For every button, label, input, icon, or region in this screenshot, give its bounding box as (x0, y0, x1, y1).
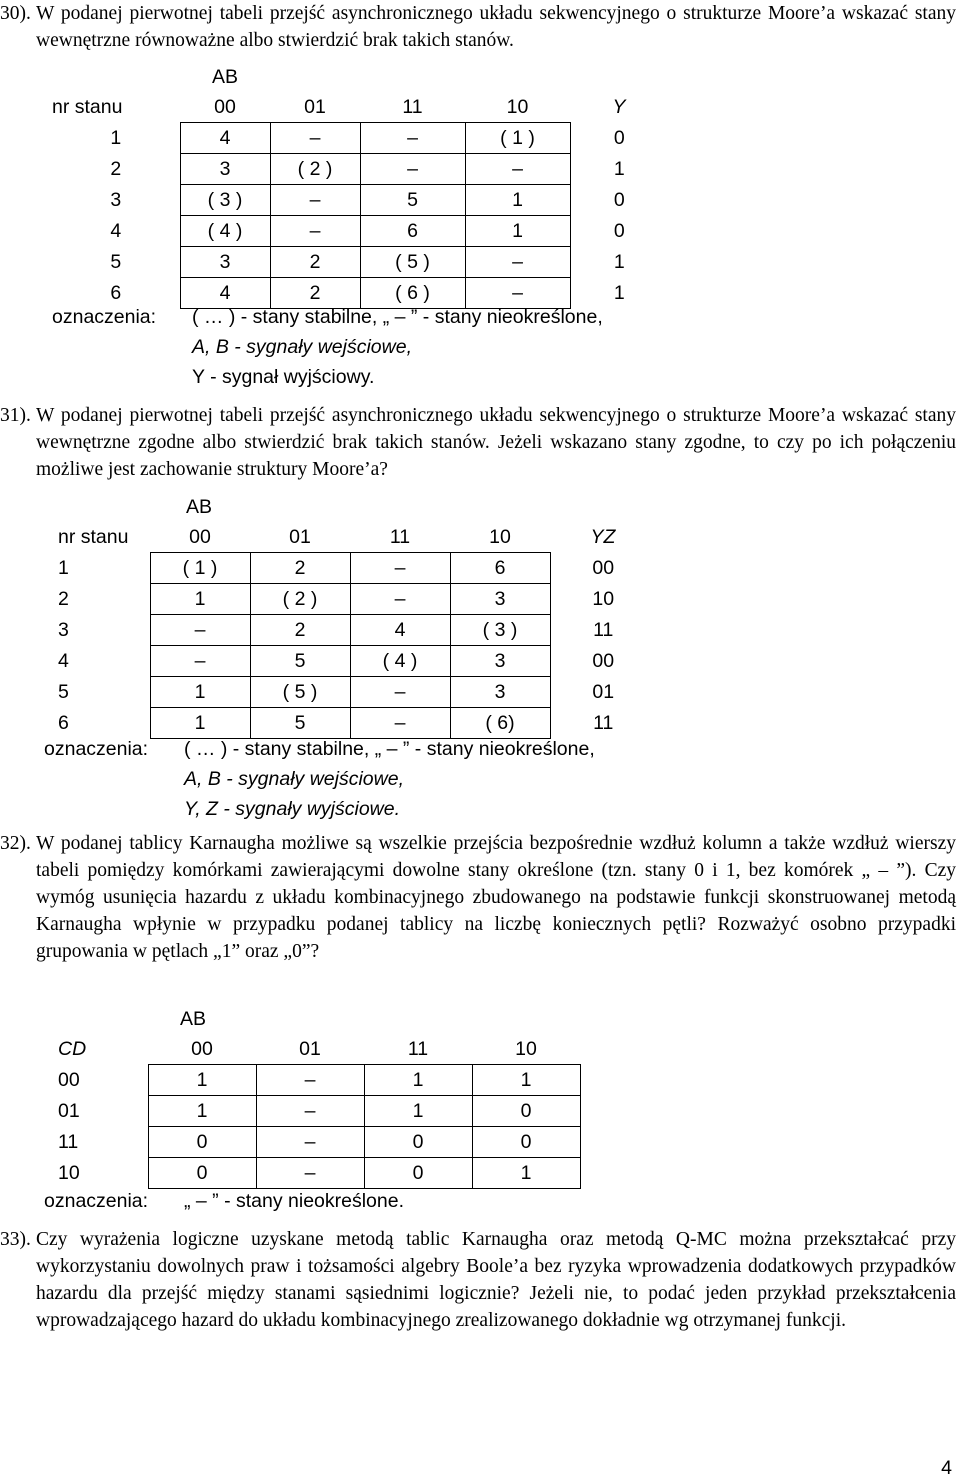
output-cell: 0 (613, 220, 625, 242)
table-cell: ( 2 ) (250, 584, 350, 615)
output-cell: 00 (592, 557, 615, 579)
table-cell: 2 (270, 247, 360, 278)
problem-32-text (0, 830, 960, 965)
legend-line: Y - sygnał wyjściowy. (192, 366, 375, 388)
table-cell: ( 5 ) (360, 247, 465, 278)
table-cell: – (465, 154, 570, 185)
table-row (58, 1127, 580, 1158)
header-col: 01 (299, 1038, 321, 1060)
table-cell: 1 (364, 1096, 472, 1127)
table-cell: – (256, 1158, 364, 1189)
table-cell: – (256, 1096, 364, 1127)
row-label: 11 (58, 1131, 79, 1153)
header-state: nr stanu (52, 96, 123, 119)
header-col: 10 (506, 96, 529, 118)
table-row (52, 123, 668, 154)
table-cell: 2 (250, 553, 350, 584)
table-cell: 5 (250, 708, 350, 739)
table-cell: 1 (150, 708, 250, 739)
problem-33-text (0, 1226, 960, 1334)
table-cell: 0 (364, 1158, 472, 1189)
legend-label: oznaczenia: (44, 1190, 149, 1212)
table-cell: 1 (472, 1065, 580, 1096)
problem-32 (0, 830, 960, 965)
state-table-30 (52, 62, 668, 309)
table-cell: – (150, 646, 250, 677)
table-cell: 0 (364, 1127, 472, 1158)
table-cell: 0 (472, 1127, 580, 1158)
problem-30 (0, 0, 960, 54)
table-cell: 1 (364, 1065, 472, 1096)
output-cell: 1 (613, 282, 625, 304)
header-output: YZ (590, 526, 616, 549)
table-row (58, 1096, 580, 1127)
table-row (52, 154, 668, 185)
row-label: 10 (58, 1162, 80, 1184)
header-col: 00 (214, 96, 236, 118)
table-cell: 1 (465, 216, 570, 247)
table-cell: ( 2 ) (270, 154, 360, 185)
table-cell: ( 3 ) (450, 615, 550, 646)
output-cell: 11 (593, 712, 614, 734)
table-row (58, 584, 656, 615)
header-cd: CD (58, 1038, 87, 1061)
problem-statement: W podanej tablicy Karnaugha możliwe są wszelkie przejścia bezpośrednie wzdłuż kolumn a także wzdłuż wierszy tabeli pomiędzy komórkami zawierającymi dowolne stany określone (tzn. stany 0 i 1, bez komórek „ – ”). Czy wymóg usunięcia hazardu z układu kombinacyjnego zbudowanego na podstawie funkcji skonstruowanej metodą Karnaugha wpłynie w przypadku podanej tablicy na liczbę koniecznych pętli? Rozważyć osobno przypadki grupowania w pętlach „1” oraz „0”? (36, 833, 956, 962)
table-cell: – (465, 278, 570, 309)
group-header-ab: AB (186, 496, 213, 518)
table-cell: – (256, 1127, 364, 1158)
problem-31 (0, 402, 960, 483)
table-cell: – (360, 123, 465, 154)
output-cell: 11 (593, 619, 614, 641)
header-col: 11 (402, 96, 423, 118)
table-row (58, 1065, 580, 1096)
legend-30 (52, 302, 603, 392)
table-cell: ( 4 ) (350, 646, 450, 677)
legend-label: oznaczenia: (52, 306, 157, 328)
table-cell: 1 (150, 584, 250, 615)
table-cell: 4 (180, 278, 270, 309)
table-cell: ( 6) (450, 708, 550, 739)
table-cell: 1 (148, 1065, 256, 1096)
header-col: 11 (389, 526, 411, 548)
table-row (58, 677, 656, 708)
group-header-ab: AB (180, 1008, 207, 1030)
table-cell: 6 (450, 553, 550, 584)
table-cell: – (465, 247, 570, 278)
table-cell: ( 1 ) (465, 123, 570, 154)
row-label: 5 (58, 681, 69, 703)
problem-30-text (0, 0, 960, 54)
header-col: 10 (515, 1038, 537, 1060)
problem-31-text (0, 402, 960, 483)
output-cell: 10 (592, 588, 615, 610)
legend-line: Y, Z - sygnały wyjściowe. (184, 798, 401, 820)
legend-31 (44, 734, 595, 824)
legend-line: A, B - sygnały wejściowe, (192, 336, 412, 358)
table-cell: – (350, 553, 450, 584)
table-cell: 2 (250, 615, 350, 646)
problem-number: 31). (0, 405, 31, 426)
header-col: 00 (189, 526, 211, 548)
table-row (58, 615, 656, 646)
row-label: 2 (58, 588, 69, 610)
table-cell: 4 (180, 123, 270, 154)
row-label: 1 (110, 127, 122, 149)
problem-number: 30). (0, 3, 31, 24)
state-table-31 (58, 492, 656, 739)
table-cell: 2 (270, 278, 360, 309)
table-cell: 3 (450, 646, 550, 677)
table-cell: ( 5 ) (250, 677, 350, 708)
output-cell: 0 (613, 127, 625, 149)
table-cell: ( 1 ) (150, 553, 250, 584)
header-col: 11 (407, 1038, 429, 1060)
legend-line: ( … ) - stany stabilne, „ – ” - stany nieokreślone, (184, 738, 595, 760)
row-label: 5 (110, 251, 122, 273)
table-row (52, 185, 668, 216)
table-cell: ( 3 ) (180, 185, 270, 216)
table-cell: ( 4 ) (180, 216, 270, 247)
table-cell: – (270, 216, 360, 247)
table-cell: 0 (148, 1158, 256, 1189)
table-cell: – (256, 1065, 364, 1096)
row-label: 6 (110, 282, 122, 304)
output-cell: 00 (592, 650, 615, 672)
table-cell: – (360, 154, 465, 185)
row-label: 00 (58, 1069, 80, 1091)
table-row (52, 216, 668, 247)
table-row (58, 646, 656, 677)
row-label: 3 (110, 189, 122, 211)
karnaugh-table-32 (58, 1034, 581, 1189)
row-label: 1 (58, 557, 69, 579)
table-cell: 1 (150, 677, 250, 708)
header-col: 01 (304, 96, 326, 118)
legend-32 (44, 1186, 404, 1216)
header-output: Y (612, 96, 626, 119)
table-row (58, 1158, 580, 1189)
group-header-ab: AB (211, 66, 238, 88)
table-cell: 1 (465, 185, 570, 216)
output-cell: 1 (613, 158, 625, 180)
problem-statement: W podanej pierwotnej tabeli przejść asynchronicznego układu sekwencyjnego o strukturze Moore’a wskazać stany wewnętrzne równoważne albo stwierdzić brak takich stanów. (36, 3, 956, 51)
table-cell: – (270, 123, 360, 154)
page-number: 4 (941, 1457, 952, 1479)
table-cell: 5 (250, 646, 350, 677)
row-label: 01 (58, 1100, 80, 1122)
header-col: 10 (489, 526, 511, 548)
table-cell: 5 (360, 185, 465, 216)
table-cell: 6 (360, 216, 465, 247)
table-cell: 0 (472, 1096, 580, 1127)
row-label: 2 (110, 158, 122, 180)
row-label: 4 (58, 650, 69, 672)
output-cell: 1 (613, 251, 625, 273)
output-cell: 0 (613, 189, 625, 211)
legend-line: A, B - sygnały wejściowe, (184, 768, 404, 790)
output-cell: 01 (592, 681, 615, 703)
row-label: 4 (110, 220, 122, 242)
legend-line: „ – ” - stany nieokreślone. (184, 1190, 405, 1212)
table-row (58, 553, 656, 584)
table-cell: ( 6 ) (360, 278, 465, 309)
problem-statement: W podanej pierwotnej tabeli przejść asynchronicznego układu sekwencyjnego o strukturze Moore’a wskazać stany wewnętrzne zgodne albo stwierdzić brak takich stanów. Jeżeli wskazano stany zgodne, to czy po ich połączeniu możliwe jest zachowanie struktury Moore’a? (36, 405, 956, 480)
table-cell: 3 (450, 584, 550, 615)
table-cell: 3 (180, 247, 270, 278)
header-col: 00 (191, 1038, 213, 1060)
table-cell: – (350, 677, 450, 708)
row-label: 3 (58, 619, 69, 641)
table-cell: 3 (450, 677, 550, 708)
legend-line: ( … ) - stany stabilne, „ – ” - stany nieokreślone, (192, 306, 603, 328)
table-cell: 4 (350, 615, 450, 646)
table-row (52, 247, 668, 278)
table-cell: – (150, 615, 250, 646)
table-cell: 0 (148, 1127, 256, 1158)
row-label: 6 (58, 712, 69, 734)
header-col: 01 (289, 526, 311, 548)
problem-number: 32). (0, 833, 31, 854)
legend-label: oznaczenia: (44, 738, 149, 760)
table-cell: – (350, 708, 450, 739)
table-cell: – (350, 584, 450, 615)
table-cell: – (270, 185, 360, 216)
problem-33 (0, 1226, 960, 1334)
table-cell: 1 (148, 1096, 256, 1127)
problem-statement: Czy wyrażenia logiczne uzyskane metodą tablic Karnaugha oraz metodą Q-MC można przekształcać przy wykorzystaniu dowolnych praw i tożsamości algebry Boole’a bez ryzyka wprowadzenia dodatkowych przypadków hazardu dla przejść między stanami sąsiednimi logicznie? Jeżeli nie, to podać jeden przykład przekształcenia wprowadzającego hazard do układu kombinacyjnego zrealizowanego dokładnie wg otrzymanej funkcji. (36, 1229, 956, 1331)
header-state: nr stanu (58, 526, 129, 549)
table-cell: 1 (472, 1158, 580, 1189)
problem-number: 33). (0, 1229, 31, 1250)
table-cell: 3 (180, 154, 270, 185)
